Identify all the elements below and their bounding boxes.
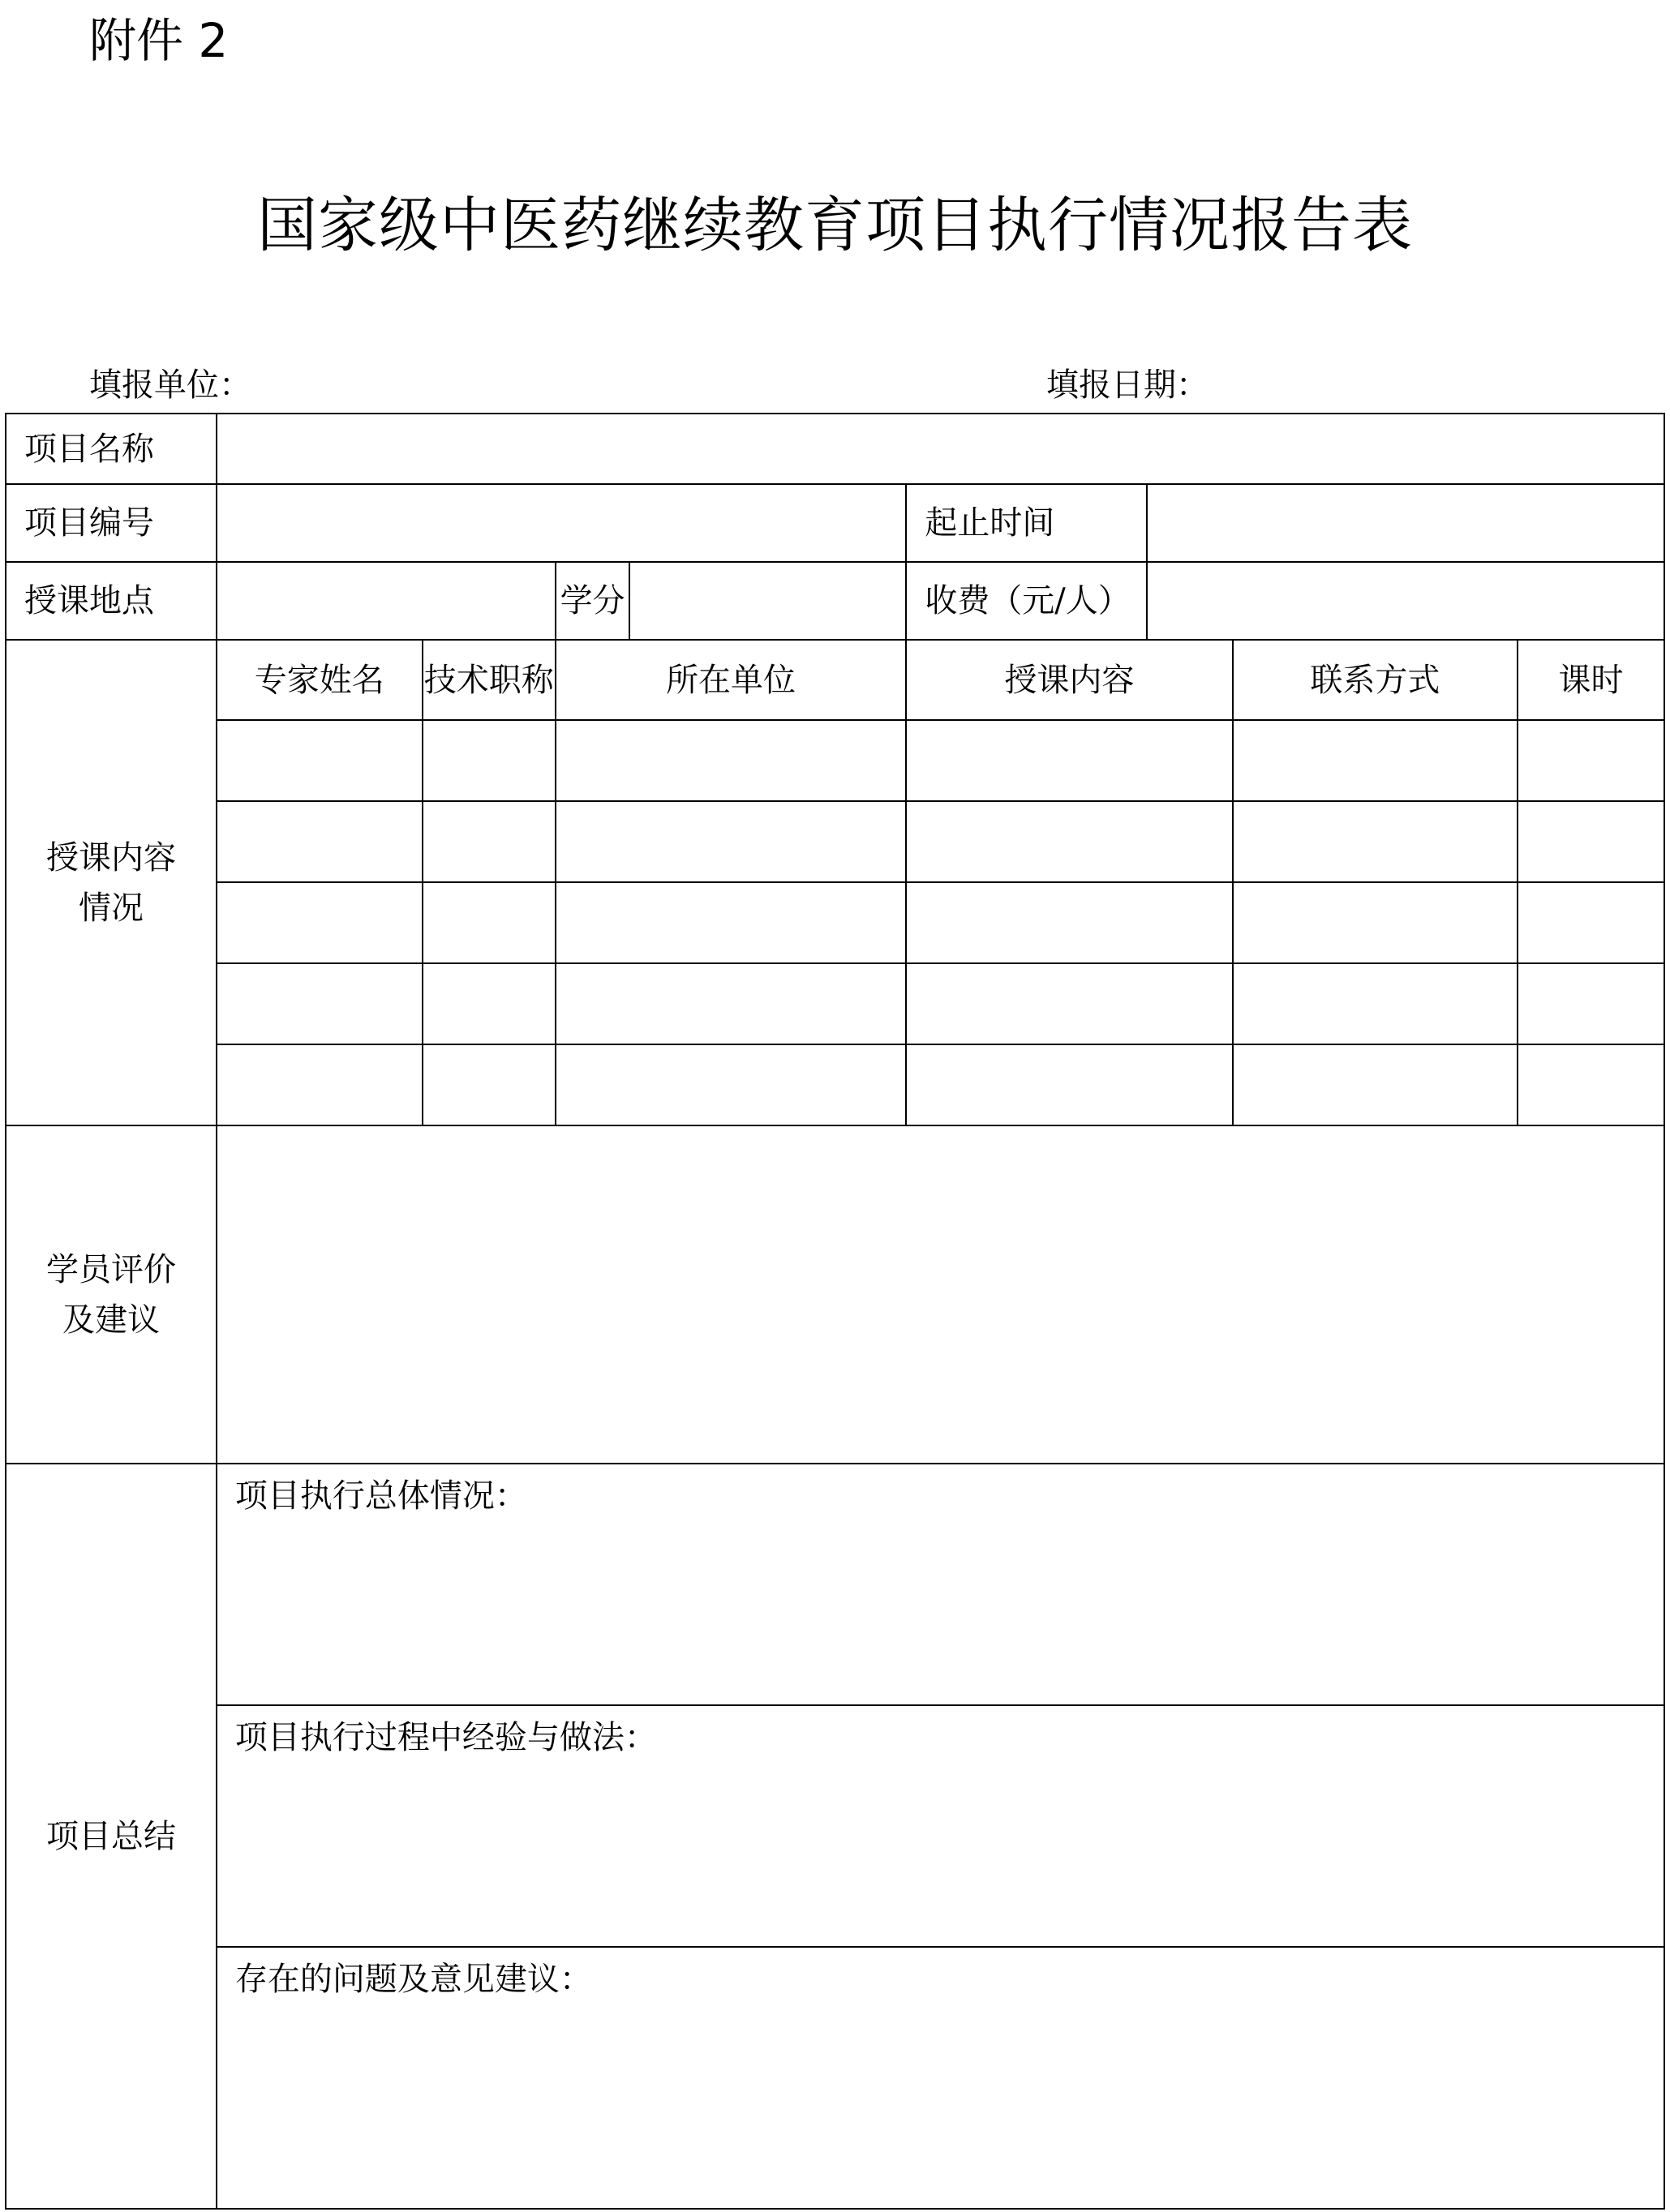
experience-field[interactable] [217,1705,1664,1947]
fee-field[interactable] [1147,562,1664,640]
cell-hours[interactable] [1518,882,1664,963]
column-header-content: 授课内容 [906,640,1232,720]
cell-content[interactable] [906,882,1232,963]
table-row [6,882,1664,963]
cell-title[interactable] [423,801,556,882]
evaluation-label-line2: 及建议 [62,1301,160,1339]
project-name-label: 项目名称 [6,414,217,484]
project-number-label: 项目编号 [6,484,217,562]
credit-label: 学分 [556,562,629,640]
teaching-section-label-line2: 情况 [78,889,144,927]
teaching-section-label-line1: 授课内容 [45,838,176,877]
cell-title[interactable] [423,963,556,1044]
evaluation-label-line1: 学员评价 [45,1250,176,1288]
table-row [6,1044,1664,1125]
cell-expert-name[interactable] [217,963,423,1044]
cell-expert-name[interactable] [217,720,423,801]
cell-hours[interactable] [1518,720,1664,801]
attachment-number: 附件 2 [89,13,229,68]
summary-label: 项目总结 [6,1464,217,2209]
cell-contact[interactable] [1233,882,1518,963]
location-field[interactable] [217,562,556,640]
project-number-field[interactable] [217,484,906,562]
cell-unit[interactable] [556,801,906,882]
cell-expert-name[interactable] [217,882,423,963]
cell-hours[interactable] [1518,963,1664,1044]
column-header-title: 技术职称 [423,640,556,720]
table-row [6,963,1664,1044]
cell-contact[interactable] [1233,1044,1518,1125]
form-title: 国家级中医药继续教育项目执行情况报告表 [257,191,1413,260]
cell-content[interactable] [906,801,1232,882]
cell-hours[interactable] [1518,801,1664,882]
cell-contact[interactable] [1233,720,1518,801]
cell-contact[interactable] [1233,801,1518,882]
cell-title[interactable] [423,720,556,801]
period-field[interactable] [1147,484,1664,562]
fill-date-label: 填报日期： [1046,367,1208,404]
credit-field[interactable] [629,562,906,640]
report-form-table [5,413,1665,2210]
cell-content[interactable] [906,1044,1232,1125]
cell-content[interactable] [906,963,1232,1044]
location-label: 授课地点 [6,562,217,640]
overall-situation-field[interactable] [217,1464,1664,1705]
evaluation-label [6,1125,217,1464]
cell-unit[interactable] [556,963,906,1044]
problems-field[interactable] [217,1947,1664,2209]
cell-title[interactable] [423,1044,556,1125]
cell-hours[interactable] [1518,1044,1664,1125]
column-header-unit: 所在单位 [556,640,906,720]
cell-title[interactable] [423,882,556,963]
period-label: 起止时间 [906,484,1146,562]
teaching-section-label [6,640,217,1125]
column-header-expert-name: 专家姓名 [217,640,423,720]
cell-unit[interactable] [556,720,906,801]
table-row [6,801,1664,882]
cell-contact[interactable] [1233,963,1518,1044]
cell-unit[interactable] [556,1044,906,1125]
cell-unit[interactable] [556,882,906,963]
experience-label: 项目执行过程中经验与做法： [234,1719,657,1756]
problems-label: 存在的问题及意见建议： [234,1961,592,1998]
fee-label: 收费（元/人） [906,562,1146,640]
cell-expert-name[interactable] [217,801,423,882]
overall-situation-label: 项目执行总体情况： [234,1477,527,1515]
project-name-field[interactable] [217,414,1664,484]
cell-content[interactable] [906,720,1232,801]
cell-expert-name[interactable] [217,1044,423,1125]
fill-unit-label: 填报单位： [89,367,251,404]
column-header-hours: 课时 [1518,640,1664,720]
table-row [6,720,1664,801]
column-header-contact: 联系方式 [1233,640,1518,720]
evaluation-field[interactable] [217,1125,1664,1464]
